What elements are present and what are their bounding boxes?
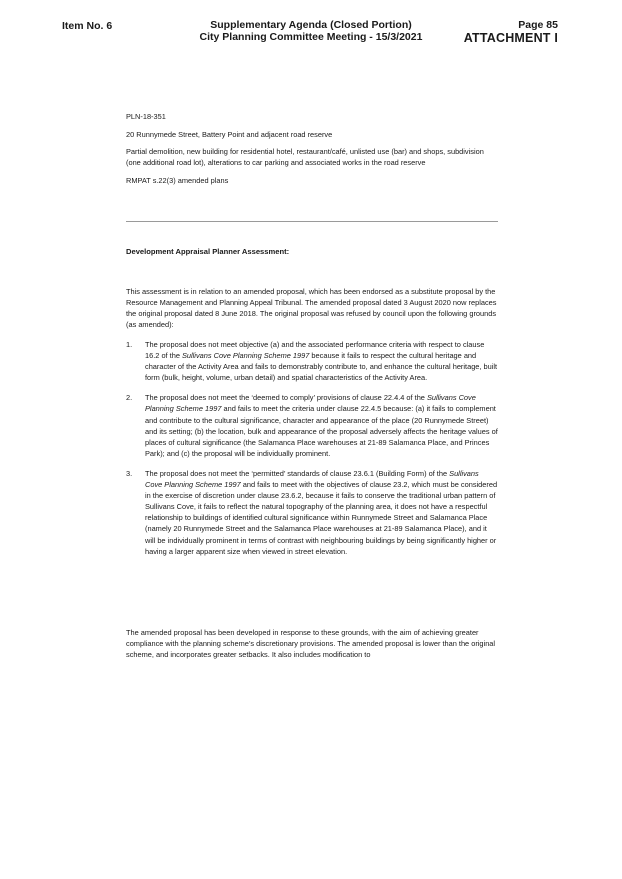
attachment-label: ATTACHMENT I <box>463 30 558 45</box>
ground-text: The proposal does not meet the ‘deemed to comply’ provisions of clause 22.4.4 of the <box>145 393 427 403</box>
agenda-line-2: City Planning Committee Meeting - 15/3/2021 <box>199 30 423 43</box>
refusal-grounds-list <box>126 339 498 566</box>
plans-reference: RMPAT s.22(3) amended plans <box>126 175 229 185</box>
ground-text: The proposal does not meet objective (a) and the associated performance criteria with respect to clause 16.2 of the <box>145 340 485 361</box>
assessment-closing <box>126 627 498 660</box>
page-number: Page 85 <box>518 19 558 31</box>
application-details <box>126 111 498 192</box>
site-address: 20 Runnymede Street, Battery Point and adjacent road reserve <box>126 129 333 139</box>
assessment-heading: Development Appraisal Planner Assessment: <box>126 247 290 256</box>
scheme-name: Sullivans Cove Planning Scheme 1997 <box>181 351 310 361</box>
intro-paragraph: This assessment is in relation to an amended proposal, which has been endorsed as a substitute proposal by the Resource Management and Planning Appeal Tribunal. The amended proposal dated 3 August 2020 now replaces the original proposal dated 8 June 2018. The original proposal was refused by council upon the following grounds (as amended): <box>126 287 497 330</box>
proposal-description: Partial demolition, new building for residential hotel, restaurant/café, unlisted use (bar) and shops, subdivision (one additional road lot), alterations to car parking and associated works in the road reserve <box>126 147 484 168</box>
list-number: 1. <box>126 340 133 349</box>
ground-text: because it fails to respect the cultural heritage and character of the Activity Area and fails to demonstrably contribute to, and enhance the cultural heritage, built form (bulk, height, volume, urban detail) and spatial characteristics of the Activity Area. <box>145 351 498 383</box>
page-header <box>0 18 622 48</box>
list-number: 2. <box>126 393 133 403</box>
page-info <box>464 20 558 45</box>
scheme-name: Sullivans Cove Planning Scheme 1997 <box>145 468 479 490</box>
application-reference: PLN-18-351 <box>126 112 166 121</box>
section-divider <box>126 221 498 222</box>
assessment-intro <box>126 286 498 330</box>
item-number: Item No. 6 <box>62 20 113 32</box>
scheme-name: Sullivans Cove Planning Scheme 1997 <box>145 393 476 414</box>
refusal-ground-1 <box>126 339 498 383</box>
ground-text: and fails to meet with the objectives of clause 23.2, which must be considered in the exercise of discretion under clause 23.6.2, because it fails to conserve the traditional urban pattern of Sullivans Cove, it fails to reflect the natural topography of the planning area, it does not have a respectful relationship to buildings of identified cultural significance within Runnymede Street and Salamanca Place (namely 20 Runnymede Street and the Salamanca Place warehouses at 21-89 Salamanca Place), and it will be individually prominent in terms of contrast with neighbouring buildings by being significantly higher or having a larger apparent size when viewed in street elevation. <box>145 480 498 556</box>
ground-text: and fails to meet the criteria under clause 22.4.5 because: (a) it fails to complement and contribute to the cultural significance, character and appearance of the place (20 Runnymede Street) and its setting; (b) the location, bulk and appearance of the proposal adversely affects the heritage values of places of cultural significance (the Salamanca Place warehouses at 21-89 Salamanca Place, and Princes Park); and (c) the proposal will be individually prominent. <box>145 404 498 458</box>
list-number: 3. <box>126 468 133 478</box>
refusal-ground-2 <box>126 392 498 459</box>
ground-text: The proposal does not meet the ‘permitted’ standards of clause 23.6.1 (Building Form) of the <box>145 468 450 478</box>
agenda-line-1: Supplementary Agenda (Closed Portion) <box>210 19 412 31</box>
closing-paragraph: The amended proposal has been developed in response to these grounds, with the aim of achieving greater compliance with the planning scheme’s discretionary provisions. The amended proposal is lower than the original scheme, and incorporates greater setbacks. It also includes modification to <box>126 628 496 660</box>
refusal-ground-3 <box>126 468 498 557</box>
